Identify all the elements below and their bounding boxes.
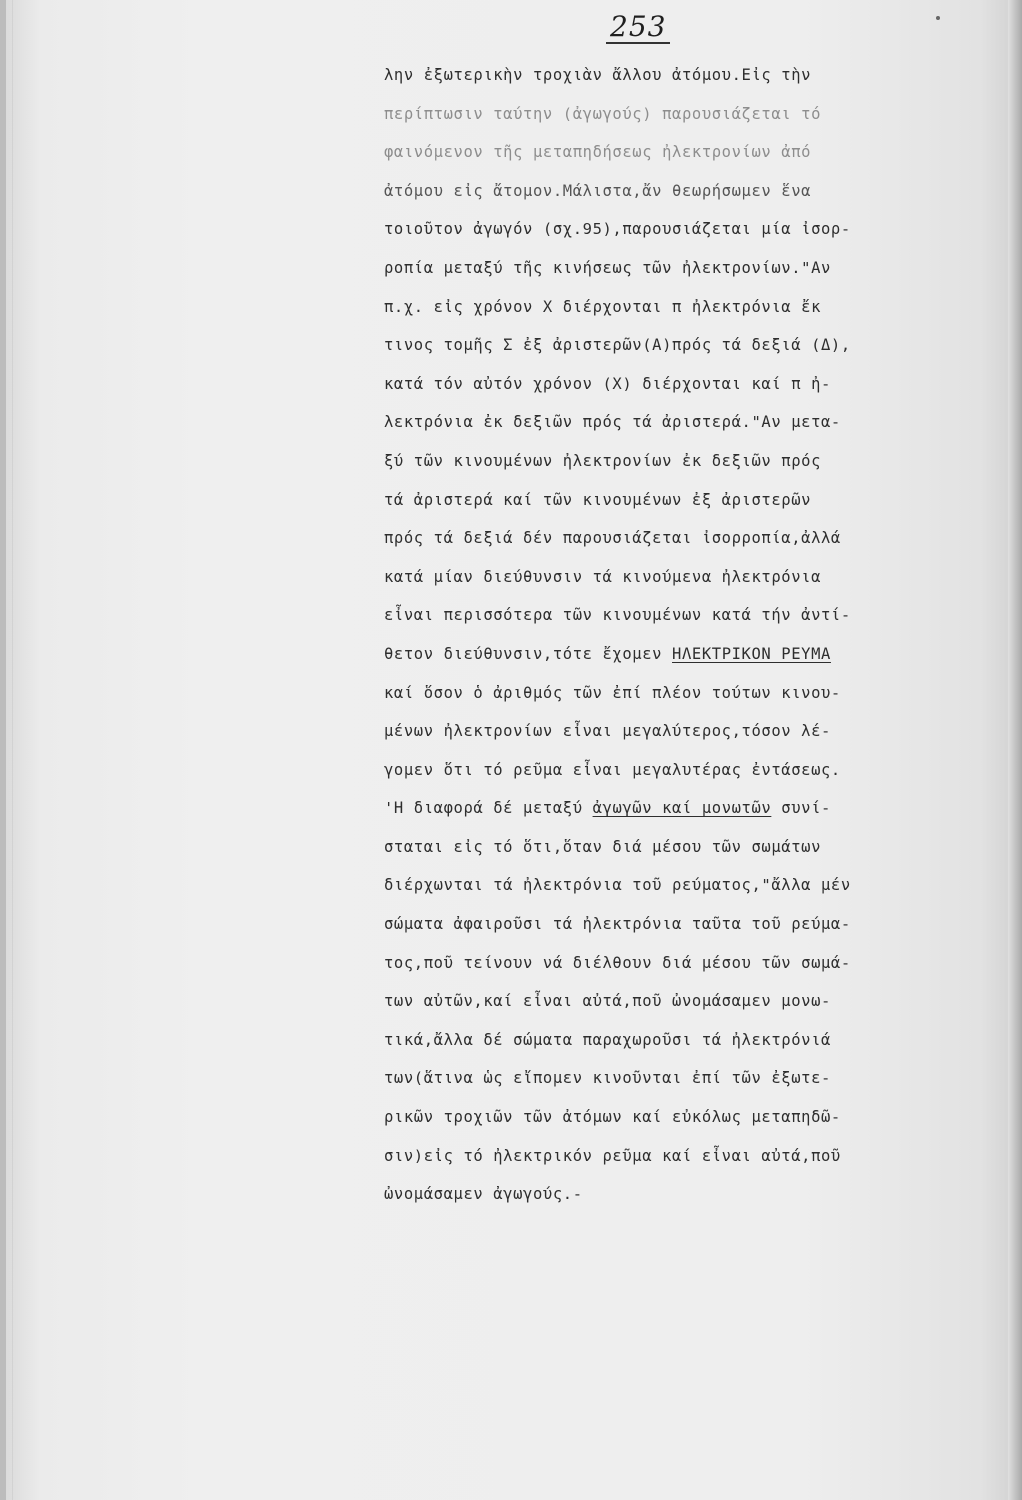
- text-line: σταται εἰς τό ὅτι,ὅταν διά μέσου τῶν σωμάτων: [384, 837, 821, 856]
- text-line: φαινόμενον τῆς μεταπηδήσεως ἠλεκτρονίων ἀπό: [384, 143, 812, 162]
- underlined-phrase: ΗΛΕΚΤΡΙΚΟΝ ΡΕΥΜΑ: [672, 644, 831, 663]
- text-line: λεκτρόνια ἐκ δεξιῶν πρός τά ἀριστερά."Αν μετα-: [384, 413, 841, 432]
- text-line: διέρχωνται τά ἠλεκτρόνια τοῦ ρεύματος,"ἄλλα μέν: [384, 876, 851, 895]
- text-line: ὠνομάσαμεν ἀγωγούς.-: [384, 1185, 583, 1204]
- text-line: τικά,ἄλλα δέ σώματα παραχωροῦσι τά ἠλεκτρόνιά: [384, 1030, 831, 1049]
- page-edge: [1008, 0, 1022, 1500]
- text-line: περίπτωσιν ταύτην (ἀγωγούς) παρουσιάζεται τό: [384, 104, 821, 123]
- body-text: [384, 56, 984, 1214]
- ink-dot: [936, 16, 940, 20]
- text-line: καί ὅσον ὁ ἀριθμός τῶν ἐπί πλέον τούτων κινου-: [384, 683, 841, 702]
- text-line: τοιοῦτον ἀγωγόν (σχ.95),παρουσιάζεται μία ἰσορ-: [384, 220, 851, 239]
- text-line: σώματα ἀφαιροῦσι τά ἠλεκτρόνια ταῦτα τοῦ ρεύμα-: [384, 915, 851, 934]
- text-line: τά ἀριστερά καί τῶν κινουμένων ἐξ ἀριστερῶν: [384, 490, 812, 509]
- underlined-phrase: ἀγωγῶν καί μονωτῶν: [592, 799, 772, 818]
- text-line: ἀτόμου εἰς ἄτομον.Μάλιστα,ἄν θεωρήσωμεν ἕνα: [384, 181, 812, 200]
- text-line: τος,ποῦ τείνουν νά διέλθουν διά μέσου τῶν σωμά-: [384, 953, 851, 972]
- text-line: ροπία μεταξύ τῆς κινήσεως τῶν ἠλεκτρονίων."Αν: [384, 258, 831, 277]
- text-line: τινος τομῆς Σ ἐξ ἀριστερῶν(Α)πρός τά δεξιά (Δ),: [384, 336, 851, 355]
- text-line: κατά μίαν διεύθυνσιν τά κινούμενα ἠλεκτρόνια: [384, 567, 821, 586]
- text-line: ξύ τῶν κινουμένων ἠλεκτρονίων ἐκ δεξιῶν πρός: [384, 451, 821, 470]
- text-line: πρός τά δεξιά δέν παρουσιάζεται ἰσορροπία,ἀλλά: [384, 529, 841, 548]
- text-line: γομεν ὅτι τό ρεῦμα εἶναι μεγαλυτέρας ἐντάσεως.: [384, 760, 841, 779]
- fold-line: [12, 0, 13, 1500]
- text-line: ρικῶν τροχιῶν τῶν ἀτόμων καί εὐκόλως μεταπηδῶ-: [384, 1108, 841, 1127]
- page-number: 253: [606, 14, 670, 44]
- text-line: των(ἅτινα ὡς εἴπομεν κινοῦνται ἐπί τῶν ἐξωτε-: [384, 1069, 831, 1088]
- binding-edge: [0, 0, 6, 1500]
- text-line: μένων ἠλεκτρονίων εἶναι μεγαλύτερος,τόσον λέ-: [384, 722, 831, 741]
- text-line: λην ἐξωτερικὴν τροχιὰν ἄλλου ἀτόμου.Εἰς τὴν: [384, 66, 812, 84]
- text-line: 'Η διαφορά δέ μεταξύ ἀγωγῶν καί μονωτῶν συνί-: [384, 799, 831, 818]
- text-line: εἶναι περισσότερα τῶν κινουμένων κατά τήν ἀντί-: [384, 606, 851, 625]
- text-line: θετον διεύθυνσιν,τότε ἔχομεν ΗΛΕΚΤΡΙΚΟΝ ΡΕΥΜΑ: [384, 644, 831, 663]
- text-line: των αὐτῶν,καί εἶναι αὐτά,ποῦ ὠνομάσαμεν μονω-: [384, 992, 831, 1011]
- text-line: κατά τόν αὐτόν χρόνον (Χ) διέρχονται καί π ἠ-: [384, 374, 831, 393]
- text-line: π.χ. εἰς χρόνον Χ διέρχονται π ἠλεκτρόνια ἔκ: [384, 297, 821, 316]
- text-line: σιν)εἰς τό ἠλεκτρικόν ρεῦμα καί εἶναι αὐτά,ποῦ: [384, 1146, 841, 1165]
